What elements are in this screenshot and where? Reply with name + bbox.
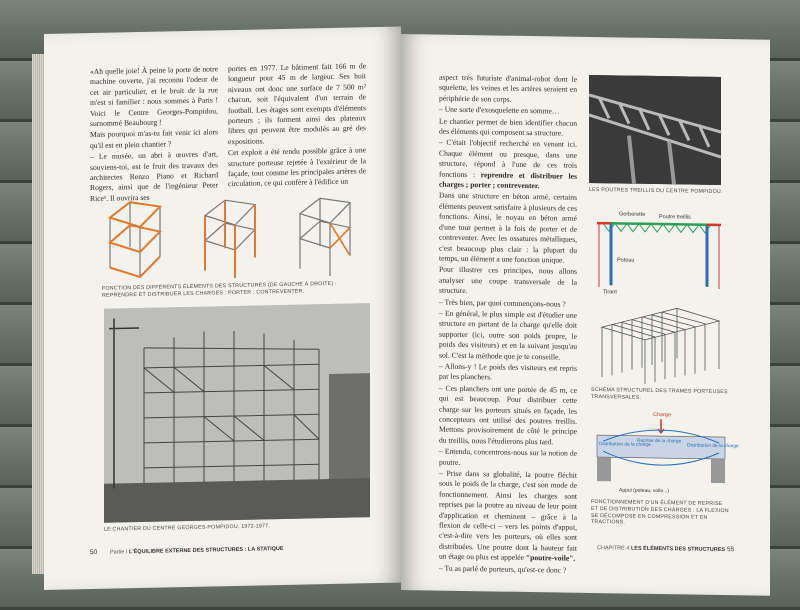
left-column-1: [90, 64, 218, 205]
three-functions-bold: reprendre et distribuer les charges ; porter ; contreventer.: [439, 169, 577, 191]
left-footer: [110, 546, 284, 556]
paragraph: [439, 469, 577, 565]
frame-bracing: [300, 198, 350, 277]
paragraph: portes en 1977. Le bâtiment fait 166 m de longueur pour 45 m de largeur. Ses huit niveaux ont donc une surface de 7 500 m² chacun, soit l'équivalent d'un terrain de football. Les étages sont exempts d'éléments porteurs ; ils forment ainsi des plateaux libres qui peuvent être modulés au gré des expositions.: [228, 61, 366, 146]
label-poutre-treillis: Poutre treillis: [659, 214, 691, 221]
beam-load-diagram: [591, 407, 739, 499]
label-reprise: Reprise de la charge: [637, 438, 682, 445]
right-page: [401, 34, 770, 596]
page-number: 55: [727, 546, 735, 554]
footer-chapter: CHAPITRE 4: [597, 545, 630, 552]
paragraph: – Le musée, un abri à œuvres d'art, souviens-toi, est le fruit des travaux des architectes Renzo Piano et Richard Rogers, ainsi que de l'ingénieur Peter Rice¹. Il ouvrira ses: [90, 149, 218, 203]
paragraph: «Ah quelle joie! À peine la porte de notre machine ouverte, j'ai reconnu l'odeur de cet air particulier, et le bruit de la rue m'est si familier : nous sommes à Paris ! Voici le Centre Georges-Pompidou, surnommé Beaubourg !: [90, 64, 218, 129]
structure-grid-diagram: [597, 297, 723, 387]
frame-loads-orange: [110, 202, 160, 278]
footer-title: L'ÉQUILIBRE EXTERNE DES STRUCTURES : LA STATIQUE: [128, 545, 284, 556]
page-stack: [32, 54, 44, 574]
paragraph: Pour illustrer ces principes, nous allons analyser une coupe transversale de la structure.: [439, 264, 577, 296]
truss-photo: [589, 75, 721, 185]
truss-illustration: [589, 75, 721, 185]
paragraph: Le chantier permet de bien identifier chacun des éléments qui composent sa structure.: [439, 116, 577, 138]
footer-part: Partie I: [110, 549, 128, 556]
open-book: [44, 34, 770, 590]
left-page: [44, 27, 401, 590]
footer-title: LES ÉLÉMENTS DES STRUCTURES: [630, 545, 726, 554]
paragraph: – Une sorte d'exosquelette en somme…: [439, 104, 560, 116]
frame-section-diagram: [589, 205, 729, 295]
photo-caption: LE CHANTIER DU CENTRE GEORGES-POMPIDOU, 1972-1977.: [104, 523, 271, 533]
structure-functions-diagram: [100, 187, 380, 283]
frame-caption: SCHÉMA STRUCTUREL DES TRAMES PORTEUSES TRANSVERSALES.: [591, 386, 728, 401]
text-span: – C'était l'objectif recherché en venant ici. Chaque élément ou presque, dans une structure, répond à l'une de ces trois fonctions :: [439, 138, 577, 179]
paragraph: – Ces planchers ont une portée de 45 m, ce qui est beaucoup. Pour distribuer cette charge sur les porteurs situés en façade, les concepteurs ont utilisé des poutres treillis. Mettons provisoirement de côté le principe du treillis, nous l'étudierons plus tard.: [439, 383, 577, 447]
page-number: 50: [90, 548, 98, 557]
right-column-1: [439, 73, 577, 577]
poutre-voile-term: "poutre-voile".: [525, 553, 576, 564]
paragraph: Mais pourquoi m'as-tu fait venir ici alors qu'il est en plein chantier ?: [90, 127, 218, 150]
diagram-caption: FONCTION DES DIFFÉRENTS ÉLÉMENTS DES STRUCTURES (DE GAUCHE À DROITE) : REPRENDRE ET DISTRIBUER LES CHARGES ; PORTER ; CONTREVENTER.: [102, 280, 337, 299]
paragraph: – Très bien, par quoi commençons-nous ?: [439, 297, 566, 309]
paragraph: – Tu as parlé de porteurs, qu'est-ce donc ?: [439, 563, 567, 575]
paragraph: Cet exploit a été rendu possible grâce à une structure porteuse rejetée à l'extérieur de la façade, tout comme les principales artères de circulation, ce qui confère à l'édifice un: [228, 145, 366, 189]
left-column-2: [228, 61, 366, 191]
paragraph: Dans une structure en béton armé, certains éléments peuvent satisfaire à plusieurs de ces fonctions. Ainsi, le noyau en béton armé d'une tour permet à la fois de porter et de contreventer. Avec les ossatures métalliques, c'est beaucoup plus clair : la plupart du temps, un élément a une fonction unique.: [439, 191, 577, 265]
truss-caption: LES POUTRES TREILLIS DU CENTRE POMPIDOU.: [589, 186, 723, 196]
label-gerberette: Gerberette: [619, 211, 646, 218]
construction-photo: [104, 303, 370, 523]
beam-caption: FONCTIONNEMENT D'UN ÉLÉMENT DE REPRISE ET DE DISTRIBUTION DES CHARGES : LA FLEXION SE DÉCOMPOSE EN COMPRESSION ET EN TRACTIONS.: [591, 498, 729, 526]
label-charge: Charge: [653, 411, 672, 419]
label-poteau: Poteau: [617, 257, 635, 264]
label-distribution-left: Distribution de la charge: [599, 442, 651, 448]
text-span: – Prise dans sa globalité, la poutre fléchit sous le poids de la charge, c'est son mode de fonctionnement. Ainsi les charges sont reprises par la poutre au niveau de leur point d'application et cheminent – grâce à la flexion de celle-ci – vers les points d'appui, c'est-à-dire vers les porteurs, où elles sont distribuées. Une poutre dont la hauteur fait un étage ou plus est appelée: [439, 468, 577, 563]
label-tirant: Tirant: [603, 289, 617, 296]
right-footer: [597, 545, 725, 553]
paragraph: aspect très futuriste d'animal-robot dont le squelette, les veines et les artères seraient en périphérie de son corps.: [439, 72, 577, 104]
label-appui: Appui (poteau, voile...): [619, 487, 670, 495]
scaffolding-illustration: [104, 303, 370, 523]
frame-bearing-orange-columns: [205, 200, 255, 279]
paragraph: – Entendu, concentrons-nous sur la notion de poutre.: [439, 446, 577, 467]
paragraph: – Allons-y ! Le poids des visiteurs est repris par les planchers.: [439, 361, 577, 382]
paragraph: [439, 138, 577, 192]
paragraph: – En général, le plus simple est d'étudier une structure en partant de la charge qu'elle doit supporter (ici, outre son poids propre, le poids des visiteurs) et en la suivant jusqu'au sol. C'est la méthode que je te conseille.: [439, 308, 577, 362]
label-distribution-right: Distribution de la charge: [687, 443, 739, 450]
